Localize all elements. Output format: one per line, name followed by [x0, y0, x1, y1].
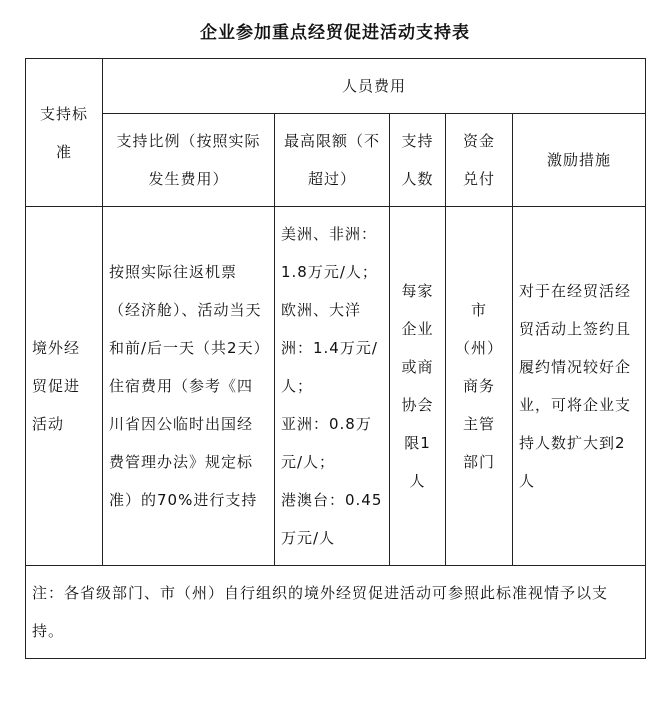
personnel-cost-header: 人员费用	[103, 59, 646, 114]
note-cell: 注：各省级部门、市（州）自行组织的境外经贸促进活动可参照此标准视情予以支持。	[26, 566, 646, 659]
ratio-cell: 按照实际往返机票（经济舱）、活动当天和前/后一天（共2天）住宿费用（参考《四川省因公临时出国经费管理办法》规定标准）的70%进行支持	[103, 207, 275, 566]
incentive-header: 激励措施	[513, 114, 646, 207]
payment-header: 资金 兑付	[446, 114, 513, 207]
incentive-cell: 对于在经贸活经贸活动上签约且履约情况较好企业，可将企业支持人数扩大到2人	[513, 207, 646, 566]
note-row	[26, 566, 646, 659]
activity-cell: 境外经 贸促进 活动	[26, 207, 103, 566]
support-table	[25, 58, 646, 659]
header-row-1	[26, 59, 646, 114]
payment-cell: 市 （州） 商务 主管 部门	[446, 207, 513, 566]
header-row-2	[26, 114, 646, 207]
count-header: 支持 人数	[390, 114, 446, 207]
ratio-header: 支持比例（按照实际 发生费用）	[103, 114, 275, 207]
table-row	[26, 207, 646, 566]
limit-header: 最高限额（不 超过）	[275, 114, 390, 207]
page-title: 企业参加重点经贸促进活动支持表	[200, 23, 470, 43]
limit-cell: 美洲、非洲：1.8万元/人； 欧洲、大洋洲：1.4万元/人； 亚洲：0.8万元/人； 港澳台：0.45万元/人	[275, 207, 390, 566]
standard-header: 支持标 准	[26, 59, 103, 207]
count-cell: 每家 企业 或商 协会 限1 人	[390, 207, 446, 566]
